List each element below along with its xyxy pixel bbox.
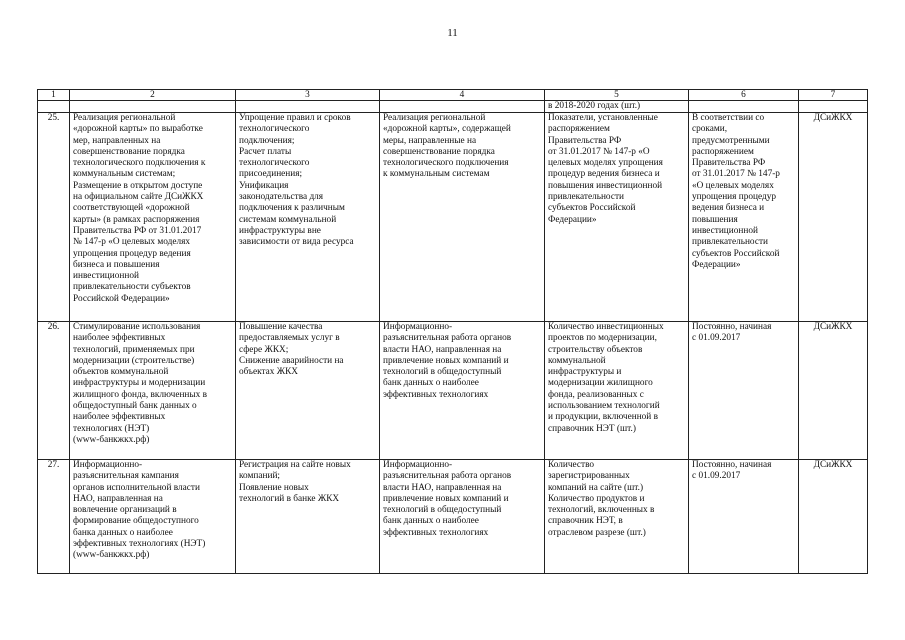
table-cell: [38, 101, 70, 113]
measure-cell: Информационно- разъяснительная кампания органов исполнительной власти НАО, направленная на вовлечение организаций в формирование общедоступного банка данных о наиболее эффективных технологиях (НЭТ) (www-банкжкх.рф): [70, 460, 236, 574]
row-number: 25.: [38, 113, 70, 322]
task-cell: Регистрация на сайте новых компаний; Появление новых технологий в банке ЖКХ: [236, 460, 380, 574]
page-number: 11: [447, 27, 458, 39]
responsible-cell: ДСиЖКХ: [799, 113, 868, 322]
table-cell: в 2018-2020 годах (шт.): [545, 101, 689, 113]
measures-table: [37, 89, 868, 574]
measure-cell: Стимулирование использования наиболее эффективных технологий, применяемых при модернизации (строительстве) объектов коммунальной инфраструктуры и модернизации жилищного фонда, включенных в общедоступный банк данных о наиболее эффективных технологиях (НЭТ) (www-банкжкх.рф): [70, 322, 236, 460]
table-cell: [70, 101, 236, 113]
row-number: 26.: [38, 322, 70, 460]
responsible-cell: ДСиЖКХ: [799, 460, 868, 574]
column-header: 5: [545, 90, 689, 101]
column-header: 3: [236, 90, 380, 101]
table-row: [38, 460, 868, 574]
column-header: 1: [38, 90, 70, 101]
column-header: 2: [70, 90, 236, 101]
table-row: [38, 113, 868, 322]
responsible-cell: ДСиЖКХ: [799, 322, 868, 460]
action-cell: Информационно- разъяснительная работа органов власти НАО, направленная на привлечение новых компаний и технологий в общедоступный банк данных о наиболее эффективных технологиях: [380, 322, 545, 460]
column-number-row: [38, 90, 868, 101]
deadline-cell: Постоянно, начиная с 01.09.2017: [689, 460, 799, 574]
indicator-cell: Показатели, установленные распоряжением Правительства РФ от 31.01.2017 № 147-р «О целевых моделях упрощения процедур ведения бизнеса и повышения инвестиционной привлекательности субъектов Российской Федерации»: [545, 113, 689, 322]
table-cell: [689, 101, 799, 113]
column-header: 6: [689, 90, 799, 101]
action-cell: Информационно- разъяснительная работа органов власти НАО, направленная на привлечение новых компаний и технологий в общедоступный банк данных о наиболее эффективных технологиях: [380, 460, 545, 574]
indicator-cell: Количество зарегистрированных компаний на сайте (шт.) Количество продуктов и технологий, включенных в справочник НЭТ, в отраслевом разрезе (шт.): [545, 460, 689, 574]
action-cell: Реализация региональной «дорожной карты», содержащей меры, направленные на совершенствование порядка технологического подключения к коммунальным системам: [380, 113, 545, 322]
table-cell: [380, 101, 545, 113]
table-row: [38, 322, 868, 460]
continuation-row: [38, 101, 868, 113]
deadline-cell: В соответствии со сроками, предусмотренными распоряжением Правительства РФ от 31.01.2017 № 147-р «О целевых моделях упрощения процедур ведения бизнеса и повышения инвестиционной привлекательности субъектов Российской Федерации»: [689, 113, 799, 322]
task-cell: Повышение качества предоставляемых услуг в сфере ЖКХ; Снижение аварийности на объектах ЖКХ: [236, 322, 380, 460]
table-cell: [799, 101, 868, 113]
measure-cell: Реализация региональной «дорожной карты» по выработке мер, направленных на совершенствование порядка технологического подключения к коммунальным системам; Размещение в открытом доступе на официальном сайте ДСиЖКХ соответствующей «дорожной карты» (в рамках распоряжения Правительства РФ от 31.01.2017 № 147-р «О целевых моделях упрощения процедур ведения бизнеса и повышения инвестиционной привлекательности субъектов Российской Федерации»: [70, 113, 236, 322]
deadline-cell: Постоянно, начиная с 01.09.2017: [689, 322, 799, 460]
row-number: 27.: [38, 460, 70, 574]
column-header: 4: [380, 90, 545, 101]
task-cell: Упрощение правил и сроков технологического подключения; Расчет платы технологического присоединения; Унификация законодательства для подключения к различным системам коммунальной инфраструктуры вне зависимости от вида ресурса: [236, 113, 380, 322]
column-header: 7: [799, 90, 868, 101]
table-cell: [236, 101, 380, 113]
indicator-cell: Количество инвестиционных проектов по модернизации, строительству объектов коммунальной инфраструктуры и модернизации жилищного фонда, реализованных с использованием технологий и продукции, включенной в справочник НЭТ (шт.): [545, 322, 689, 460]
